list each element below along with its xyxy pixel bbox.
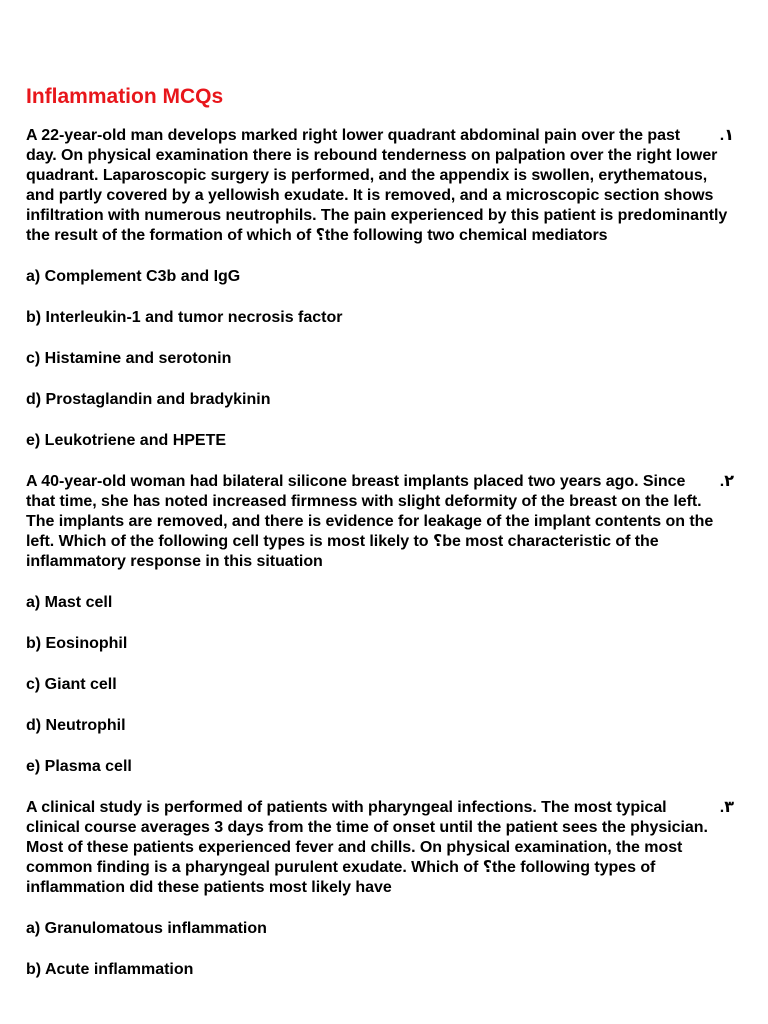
question-1-options <box>26 267 734 451</box>
question-1-number: .١ <box>719 127 734 144</box>
question-1-stem <box>26 126 734 246</box>
question-2-text: A 40-year-old woman had bilateral silicone breast implants placed two years ago. Since that time, she has noted increased firmness with slight deformity of the breast on the left. The implants are removed, and there is evidence for leakage of the implant contents on the left. Which of the following cell types is most likely to ؟be most characteristic of the inflammatory response in this situation <box>26 473 714 570</box>
question-2-number: .٢ <box>719 473 734 490</box>
question-1-option-c: c) Histamine and serotonin <box>26 350 232 367</box>
question-1-option-d: d) Prostaglandin and bradykinin <box>26 391 271 408</box>
question-2-option-a: a) Mast cell <box>26 594 113 611</box>
question-3-text: A clinical study is performed of patients with pharyngeal infections. The most typical clinical course averages 3 days from the time of onset until the patient sees the physician. Most of these patients experienced fever and chills. On physical examination, the most common finding is a pharyngeal purulent exudate. Which of ؟the following types of inflammation did these patients most likely have <box>26 799 708 896</box>
question-3 <box>26 798 734 980</box>
question-3-option-a: a) Granulomatous inflammation <box>26 920 267 937</box>
question-1-option-e: e) Leukotriene and HPETE <box>26 432 227 449</box>
question-2-option-e: e) Plasma cell <box>26 758 132 775</box>
question-3-options <box>26 919 734 980</box>
question-2 <box>26 472 734 777</box>
question-3-option-b: b) Acute inflammation <box>26 961 194 978</box>
document-title: Inflammation MCQs <box>26 85 224 108</box>
question-1-text: A 22-year-old man develops marked right lower quadrant abdominal pain over the past day. On physical examination there is rebound tenderness on palpation over the right lower quadrant. Laparoscopic surgery is performed, and the appendix is swollen, erythematous, and partly covered by a yellowish exudate. It is removed, and a microscopic section shows infiltration with numerous neutrophils. The pain experienced by this patient is predominantly the result of the formation of which of ؟the following two chemical mediators <box>26 127 728 244</box>
question-1-option-b: b) Interleukin-1 and tumor necrosis factor <box>26 309 343 326</box>
question-1 <box>26 126 734 451</box>
question-1-option-a: a) Complement C3b and IgG <box>26 268 241 285</box>
question-2-stem <box>26 472 734 572</box>
question-2-options <box>26 593 734 777</box>
question-2-option-c: c) Giant cell <box>26 676 117 693</box>
question-3-stem <box>26 798 734 898</box>
question-3-number: .٣ <box>719 799 734 816</box>
question-2-option-d: d) Neutrophil <box>26 717 126 734</box>
question-2-option-b: b) Eosinophil <box>26 635 128 652</box>
